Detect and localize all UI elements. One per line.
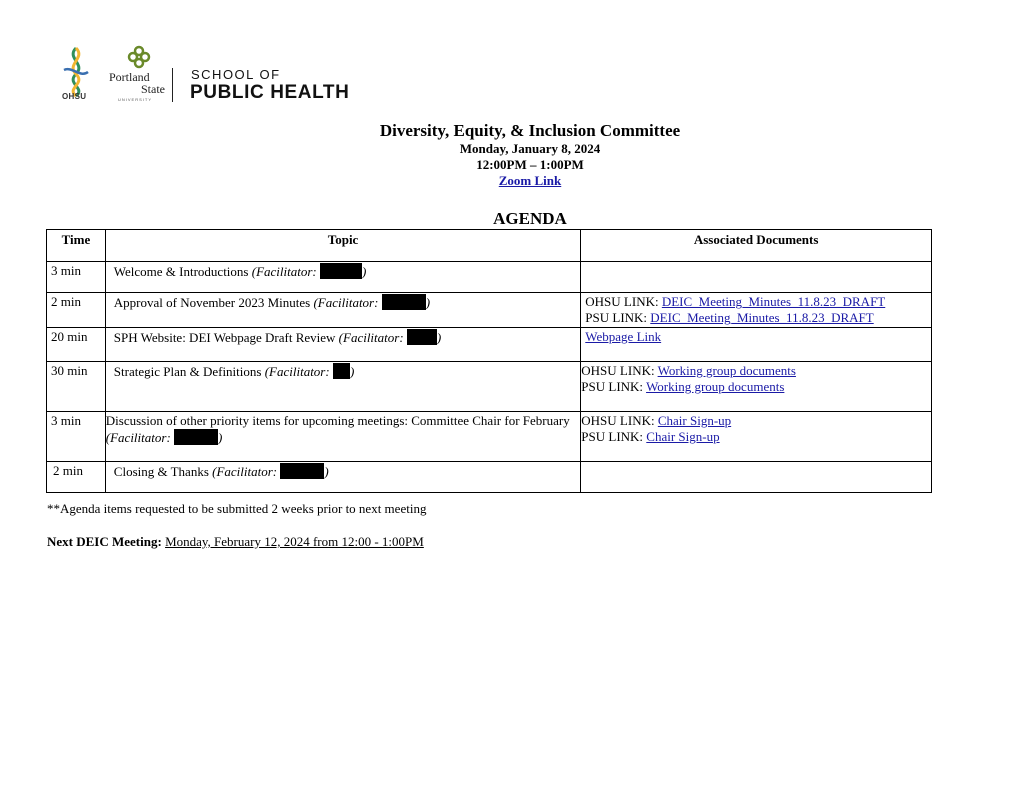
table-row (47, 412, 932, 462)
header-time: Time (47, 230, 106, 262)
row-documents (581, 293, 932, 328)
facilitator-label: (Facilitator: (105, 430, 175, 445)
facilitator-label: (Facilitator: (251, 264, 320, 279)
table-row (47, 462, 932, 493)
row-topic (105, 412, 581, 462)
meeting-time: 12:00PM – 1:00PM (476, 157, 584, 172)
public-health-text: PUBLIC HEALTH (190, 82, 350, 103)
facilitator-label: (Facilitator: (264, 364, 333, 379)
facilitator-close: ) (436, 330, 442, 345)
facilitator-close: ) (425, 295, 431, 310)
header-logos (58, 44, 378, 106)
agenda-table (46, 229, 932, 493)
link-label: OHSU LINK: (581, 413, 658, 428)
document-link-line (581, 429, 927, 445)
zoom-link[interactable]: Zoom Link (498, 173, 562, 188)
link-label: PSU LINK: (585, 310, 651, 325)
table-row (47, 293, 932, 328)
row-documents (581, 262, 932, 293)
table-row (47, 262, 932, 293)
facilitator-label: (Facilitator: (338, 330, 407, 345)
table-row (47, 362, 932, 412)
minutes-link-psu[interactable]: DEIC_Meeting_Minutes_11.8.23_DRAFT (650, 310, 874, 325)
document-link-line (585, 294, 927, 310)
table-header-row (47, 230, 932, 262)
row-time: 2 min (47, 462, 106, 493)
link-label: OHSU LINK: (585, 294, 662, 309)
document-link-line (585, 329, 927, 345)
agenda-heading: AGENDA (493, 209, 567, 228)
row-topic (105, 262, 581, 293)
document-link-line (581, 379, 927, 395)
row-time: 3 min (47, 412, 106, 462)
topic-text: Welcome & Introductions (113, 264, 252, 279)
document-link-line (581, 413, 927, 429)
row-documents (581, 462, 932, 493)
redaction-box (174, 429, 218, 445)
agenda-note: **Agenda items requested to be submitted 2 weeks prior to next meeting (47, 501, 427, 516)
header-topic: Topic (105, 230, 581, 262)
topic-text: Discussion of other priority items for upcoming meetings: Committee Chair for February (105, 413, 570, 428)
ohsu-logo-text: OHSU (62, 92, 87, 101)
row-documents (581, 362, 932, 412)
chair-signup-link-psu[interactable]: Chair Sign-up (646, 429, 720, 444)
link-label: OHSU LINK: (581, 363, 658, 378)
next-meeting-label: Next DEIC Meeting: (47, 534, 162, 549)
school-of-text: SCHOOL OF (191, 67, 281, 82)
topic-text: Closing & Thanks (113, 464, 213, 479)
redaction-box (382, 294, 426, 310)
table-row (47, 328, 932, 362)
row-time: 2 min (47, 293, 106, 328)
link-label: PSU LINK: (581, 379, 647, 394)
row-time: 20 min (47, 328, 106, 362)
working-group-link-ohsu[interactable]: Working group documents (657, 363, 796, 378)
next-meeting (47, 534, 424, 550)
zoom-link-wrapper (0, 173, 1024, 189)
row-documents (581, 412, 932, 462)
topic-text: Approval of November 2023 Minutes (113, 295, 314, 310)
chair-signup-link-ohsu[interactable]: Chair Sign-up (657, 413, 732, 428)
psu-logo-text-university: UNIVERSITY (118, 97, 153, 102)
redaction-box (280, 463, 324, 479)
psu-logo-text-portland: Portland (109, 70, 150, 84)
document-title: Diversity, Equity, & Inclusion Committee (379, 121, 681, 140)
redaction-box (320, 263, 362, 279)
row-topic (105, 462, 581, 493)
redaction-box (333, 363, 350, 379)
facilitator-close: ) (324, 464, 329, 479)
row-time: 3 min (47, 262, 106, 293)
facilitator-label: (Facilitator: (212, 464, 281, 479)
next-meeting-date: Monday, February 12, 2024 from 12:00 - 1:00PM (165, 534, 424, 549)
facilitator-close: ) (361, 264, 367, 279)
row-time: 30 min (47, 362, 106, 412)
document-link-line (581, 363, 927, 379)
facilitator-close: ) (218, 430, 223, 445)
link-label: PSU LINK: (581, 429, 647, 444)
row-documents (581, 328, 932, 362)
working-group-link-psu[interactable]: Working group documents (646, 379, 785, 394)
header-documents: Associated Documents (581, 230, 932, 262)
row-topic (105, 293, 581, 328)
document-link-line (585, 310, 927, 326)
logo-divider (172, 68, 173, 102)
facilitator-close: ) (349, 364, 355, 379)
redaction-box (407, 329, 437, 345)
topic-text: SPH Website: DEI Webpage Draft Review (113, 330, 339, 345)
topic-text: Strategic Plan & Definitions (113, 364, 265, 379)
minutes-link-ohsu[interactable]: DEIC_Meeting_Minutes_11.8.23_DRAFT (661, 294, 886, 309)
row-topic (105, 362, 581, 412)
meeting-date: Monday, January 8, 2024 (459, 141, 601, 156)
facilitator-label: (Facilitator: (313, 295, 382, 310)
psu-logo-text-state: State (141, 82, 165, 96)
row-topic (105, 328, 581, 362)
webpage-link[interactable]: Webpage Link (585, 329, 662, 344)
